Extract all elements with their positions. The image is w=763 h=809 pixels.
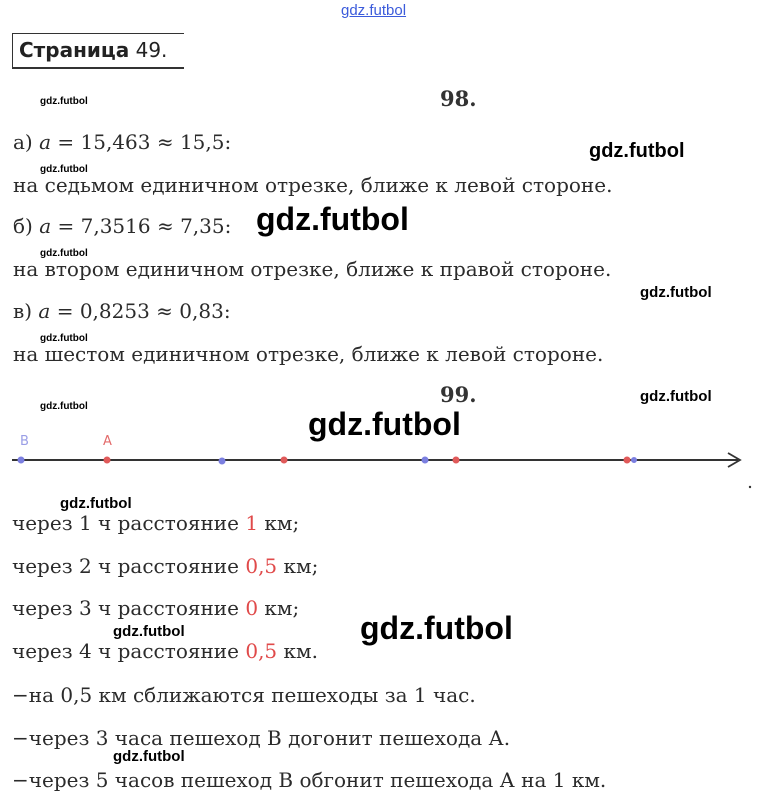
dot-mark [749, 486, 751, 488]
task-98-b-desc: на втором единичном отрезке, ближе к правой стороне. [13, 257, 612, 281]
variable: a [39, 130, 52, 154]
task-99-number: 99. [440, 382, 477, 407]
row-unit: км; [258, 596, 300, 620]
row-value: 1 [245, 511, 259, 535]
label-a: A [103, 434, 112, 449]
item-label: в) [13, 299, 33, 323]
row-text: через 1 ч расстояние [12, 511, 246, 535]
page-header [12, 33, 184, 69]
page-number: 49. [135, 38, 168, 62]
page-title [19, 38, 167, 62]
point-a [624, 457, 631, 464]
watermark: gdz.futbol [589, 140, 685, 162]
distance-row-1 [12, 511, 299, 535]
row-value: 0,5 [245, 639, 278, 663]
row-value: 0,5 [245, 554, 278, 578]
watermark: gdz.futbol [40, 401, 88, 412]
formula-value: = 7,3516 ≈ 7,35: [51, 214, 232, 238]
point-b [219, 458, 226, 465]
row-text: через 2 ч расстояние [12, 554, 246, 578]
watermark-link[interactable]: gdz.futbol [341, 2, 407, 19]
point-a [453, 457, 460, 464]
point-b [422, 457, 429, 464]
formula-value: = 0,8253 ≈ 0,83: [50, 299, 231, 323]
formula-value: = 15,463 ≈ 15,5: [51, 130, 232, 154]
watermark: gdz.futbol [40, 248, 88, 259]
watermark: gdz.futbol [360, 610, 513, 646]
task-98-a-desc: на седьмом единичном отрезке, ближе к левой стороне. [13, 173, 613, 197]
watermark: gdz.futbol [113, 623, 185, 640]
watermark: gdz.futbol [113, 748, 185, 765]
watermark: gdz.futbol [40, 164, 88, 175]
row-unit: км. [277, 639, 318, 663]
point-a-start [104, 457, 111, 464]
point-a [281, 457, 288, 464]
item-label: б) [13, 214, 33, 238]
distance-row-4 [12, 639, 318, 663]
row-value: 0 [245, 596, 259, 620]
conclusion-1: −на 0,5 км сближаются пешеходы за 1 час. [12, 683, 476, 707]
distance-row-2 [12, 554, 318, 578]
variable: a [38, 299, 51, 323]
item-label: а) [13, 130, 33, 154]
task-98-c-formula [13, 299, 231, 323]
label-b: B [20, 434, 29, 449]
page-title-word: Страница [19, 38, 130, 62]
watermark: gdz.futbol [40, 96, 88, 107]
variable: a [39, 214, 52, 238]
watermark: gdz.futbol [60, 495, 132, 512]
task-98-a-formula [13, 130, 231, 154]
watermark: gdz.futbol [40, 333, 88, 344]
point-b [631, 457, 637, 463]
conclusion-2: −через 3 часа пешеход В догонит пешехода А. [12, 726, 511, 750]
conclusion-3: −через 5 часов пешеход В обгонит пешехода А на 1 км. [12, 768, 607, 792]
watermark: gdz.futbol [256, 201, 409, 237]
task-98-b-formula [13, 214, 231, 238]
watermark: gdz.futbol [308, 406, 461, 442]
row-unit: км; [258, 511, 300, 535]
row-text: через 4 ч расстояние [12, 639, 246, 663]
task-98-number: 98. [440, 86, 477, 111]
watermark: gdz.futbol [640, 284, 712, 301]
point-b-start [18, 457, 25, 464]
row-text: через 3 ч расстояние [12, 596, 246, 620]
row-unit: км; [277, 554, 319, 578]
task-98-c-desc: на шестом единичном отрезке, ближе к левой стороне. [13, 342, 604, 366]
watermark: gdz.futbol [640, 388, 712, 405]
distance-row-3 [12, 596, 299, 620]
